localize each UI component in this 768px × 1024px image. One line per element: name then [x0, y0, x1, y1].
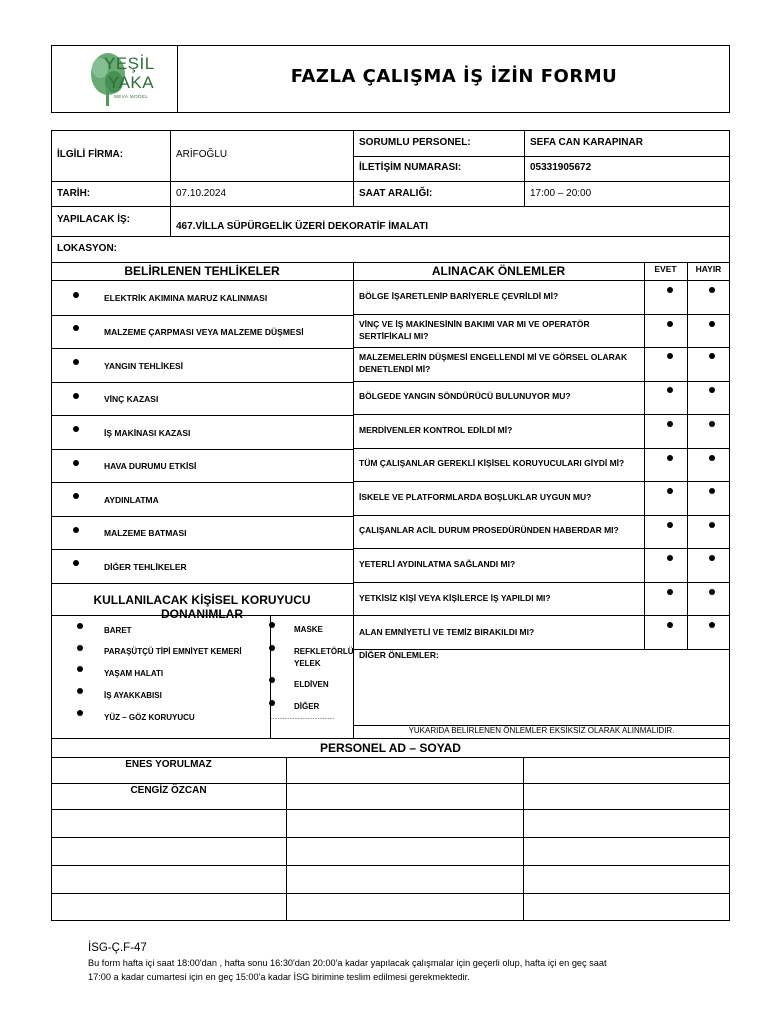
yes-check-icon[interactable] [667, 321, 673, 327]
personnel-name: CENGİZ ÖZCAN [130, 785, 207, 796]
measure-item: TÜM ÇALIŞANLAR GEREKLİ KİŞİSEL KORUYUCULARI GİYDİ Mİ? [359, 458, 625, 468]
no-check-icon[interactable] [709, 555, 715, 561]
bullet-icon [77, 623, 83, 629]
yes-check-icon[interactable] [667, 589, 673, 595]
bullet-icon [77, 666, 83, 672]
logo-text-2: YAKA [108, 73, 155, 92]
logo-tagline: MEVA MODEL [114, 94, 149, 99]
no-check-icon[interactable] [709, 589, 715, 595]
hazard-item: MALZEME BATMASI [104, 528, 187, 538]
measure-item: DENETLENDİ Mİ? [359, 364, 431, 374]
ppe-dotted-line: ...................................... [271, 715, 335, 721]
bullet-icon [269, 645, 275, 651]
bullet-icon [73, 359, 79, 365]
saat-value: 17:00 – 20:00 [530, 188, 592, 199]
bullet-icon [269, 622, 275, 628]
hazard-item: DİĞER TEHLİKELER [104, 562, 187, 572]
no-check-icon[interactable] [709, 488, 715, 494]
ppe-item: BARET [104, 626, 132, 635]
ppe-item: PARAŞÜTÇÜ TİPİ EMNİYET KEMERİ [104, 647, 242, 656]
bullet-icon [73, 426, 79, 432]
no-check-icon[interactable] [709, 522, 715, 528]
measure-item: BÖLGE İŞARETLENİP BARİYERLE ÇEVRİLDİ Mİ? [359, 291, 559, 301]
ppe-item: YELEK [294, 659, 321, 668]
lokasyon-label: LOKASYON: [57, 243, 117, 254]
ppe-item: YAŞAM HALATI [104, 669, 164, 678]
yes-check-icon[interactable] [667, 622, 673, 628]
sorumlu-label: SORUMLU PERSONEL: [359, 137, 471, 148]
yes-check-icon[interactable] [667, 555, 673, 561]
sorumlu-value: SEFA CAN KARAPINAR [530, 137, 643, 148]
measure-item: İSKELE VE PLATFORMLARDA BOŞLUKLAR UYGUN MU? [359, 492, 592, 502]
tarih-label: TARİH: [57, 188, 91, 199]
bullet-icon [269, 677, 275, 683]
measure-item: BÖLGEDE YANGIN SÖNDÜRÜCÜ BULUNUYOR MU? [359, 391, 571, 401]
hazard-item: YANGIN TEHLİKESİ [104, 361, 184, 371]
no-check-icon[interactable] [709, 287, 715, 293]
no-check-icon[interactable] [709, 321, 715, 327]
bullet-icon [73, 292, 79, 298]
no-check-icon[interactable] [709, 387, 715, 393]
firma-label: İLGİLİ FİRMA: [57, 149, 124, 160]
no-check-icon[interactable] [709, 622, 715, 628]
bullet-icon [73, 560, 79, 566]
is-value: 467.VİLLA SÜPÜRGELİK ÜZERİ DEKORATİF İMALATI [176, 221, 429, 232]
yes-header: EVET [654, 264, 677, 274]
ppe-item: REFKLETÖRLÜ [294, 647, 354, 656]
personnel-title: PERSONEL AD – SOYAD [320, 741, 461, 755]
hazard-item: MALZEME ÇARPMASI VEYA MALZEME DÜŞMESİ [104, 327, 304, 337]
no-check-icon[interactable] [709, 455, 715, 461]
footer-note-2: 17:00 a kadar cumartesi için en geç 15:00'a kadar İSG birimine teslim edilmesi gerekmektedir. [88, 972, 470, 982]
ppe-item: MASKE [294, 625, 323, 634]
yes-check-icon[interactable] [667, 455, 673, 461]
logo-text-1: YEŞİL [104, 54, 155, 73]
is-label: YAPILACAK İŞ: [57, 214, 130, 225]
ppe-item: ELDİVEN [294, 680, 329, 689]
hazard-item: AYDINLATMA [104, 495, 159, 505]
bullet-icon [73, 460, 79, 466]
measure-item: YETKİSİZ KİŞİ VEYA KİŞİLERCE İŞ YAPILDI MI? [359, 593, 551, 603]
measure-item: ÇALIŞANLAR ACİL DURUM PROSEDÜRÜNDEN HABERDAR MI? [359, 525, 619, 535]
iletisim-value: 05331905672 [530, 162, 592, 173]
measure-item: VİNÇ VE İŞ MAKİNESİNİN BAKIMI VAR MI VE OPERATÖR [359, 319, 590, 329]
measures-footnote: YUKARIDA BELİRLENEN ÖNLEMLER EKSİKSİZ OLARAK ALINMALIDIR. [408, 726, 675, 735]
measures-title: ALINACAK ÖNLEMLER [431, 264, 566, 278]
yes-check-icon[interactable] [667, 522, 673, 528]
personnel-name: ENES YORULMAZ [125, 759, 212, 770]
no-check-icon[interactable] [709, 353, 715, 359]
measure-item: MALZEMELERİN DÜŞMESİ ENGELLENDİ Mİ VE GÖRSEL OLARAK [359, 352, 628, 362]
yes-check-icon[interactable] [667, 387, 673, 393]
firma-value: ARİFOĞLU [176, 149, 228, 160]
saat-label: SAAT ARALIĞI: [359, 188, 433, 199]
bullet-icon [269, 700, 275, 706]
measure-item: SERTİFİKALI MI? [359, 331, 429, 341]
measure-item: YETERLİ AYDINLATMA SAĞLANDI MI? [359, 559, 516, 569]
form-title: FAZLA ÇALIŞMA İŞ İZİN FORMU [290, 66, 618, 87]
bullet-icon [77, 688, 83, 694]
bullet-icon [73, 325, 79, 331]
form-code: İSG-Ç.F-47 [88, 942, 147, 954]
measure-item: ALAN EMNİYETLİ VE TEMİZ BIRAKILDI MI? [359, 627, 535, 637]
tarih-value: 07.10.2024 [176, 188, 227, 199]
yes-check-icon[interactable] [667, 488, 673, 494]
bullet-icon [73, 393, 79, 399]
hazard-item: İŞ MAKİNASI KAZASI [104, 428, 191, 438]
bullet-icon [77, 710, 83, 716]
no-header: HAYIR [695, 264, 722, 274]
logo [84, 48, 164, 110]
bullet-icon [73, 527, 79, 533]
no-check-icon[interactable] [709, 421, 715, 427]
ppe-item: İŞ AYAKKABISI [104, 691, 162, 700]
ppe-item: DİĞER [294, 702, 320, 711]
hazards-title: BELİRLENEN TEHLİKELER [124, 264, 280, 278]
yes-check-icon[interactable] [667, 421, 673, 427]
bullet-icon [77, 645, 83, 651]
hazard-item: HAVA DURUMU ETKİSİ [104, 461, 197, 471]
measure-item: MERDİVENLER KONTROL EDİLDİ Mİ? [359, 425, 513, 435]
ppe-title: KULLANILACAK KİŞİSEL KORUYUCU DONANIMLAR [93, 593, 311, 621]
footer-note-1: Bu form hafta içi saat 18:00'dan , hafta sonu 16:30'dan 20:00'a kadar yapılacak çalışmalar için geçerli olup, hafta içi en geç saat [88, 958, 607, 968]
bullet-icon [73, 493, 79, 499]
hazard-item: VİNÇ KAZASI [104, 394, 159, 404]
ppe-item: YÜZ – GÖZ KORUYUCU [104, 713, 195, 722]
iletisim-label: İLETİŞİM NUMARASI: [359, 162, 462, 173]
other-measures-label: DİĞER ÖNLEMLER: [359, 650, 439, 660]
hazard-item: ELEKTRİK AKIMINA MARUZ KALINMASI [104, 293, 268, 303]
yes-check-icon[interactable] [667, 353, 673, 359]
yes-check-icon[interactable] [667, 287, 673, 293]
